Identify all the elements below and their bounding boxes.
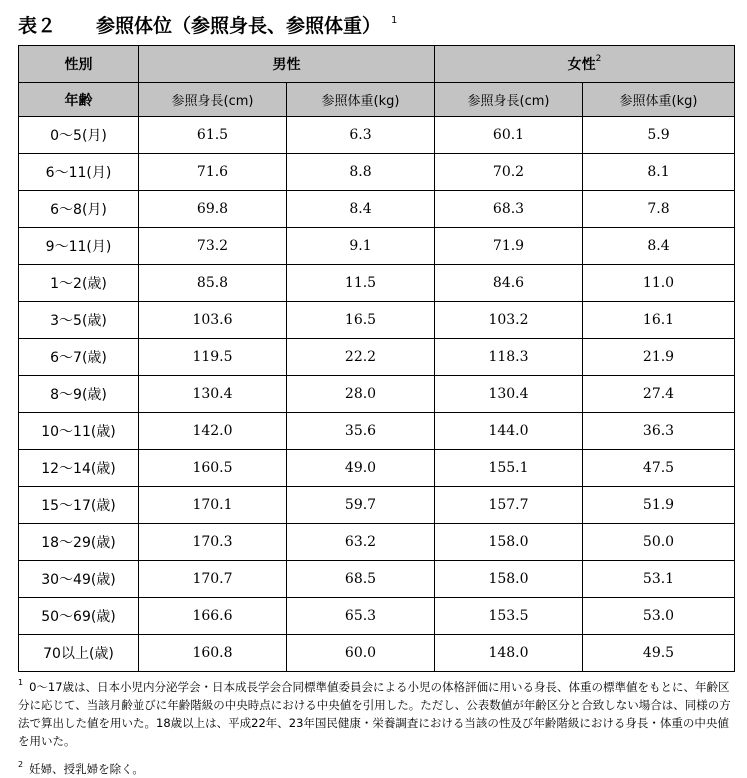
female-weight-cell: 8.4 (583, 228, 735, 265)
age-cell: 30～49(歳) (19, 561, 139, 598)
female-height-cell: 158.0 (435, 561, 583, 598)
table-row (19, 154, 735, 191)
female-height-cell: 60.1 (435, 117, 583, 154)
female-height-cell: 118.3 (435, 339, 583, 376)
age-cell: 70以上(歳) (19, 635, 139, 672)
header-male: 男性 (139, 46, 435, 83)
female-weight-cell: 8.1 (583, 154, 735, 191)
male-height-cell: 69.8 (139, 191, 287, 228)
age-cell: 18～29(歳) (19, 524, 139, 561)
age-cell: 9～11(月) (19, 228, 139, 265)
table-row (19, 524, 735, 561)
age-cell: 1～2(歳) (19, 265, 139, 302)
male-height-cell: 160.5 (139, 450, 287, 487)
table-row (19, 598, 735, 635)
male-weight-cell: 60.0 (287, 635, 435, 672)
title-footnote-mark: 1 (391, 15, 398, 26)
male-height-cell: 160.8 (139, 635, 287, 672)
header-female-height: 参照身長(cm) (435, 83, 583, 117)
header-male-height: 参照身長(cm) (139, 83, 287, 117)
female-height-cell: 144.0 (435, 413, 583, 450)
male-height-cell: 130.4 (139, 376, 287, 413)
male-weight-cell: 35.6 (287, 413, 435, 450)
age-cell: 6～11(月) (19, 154, 139, 191)
age-cell: 50～69(歳) (19, 598, 139, 635)
female-height-cell: 158.0 (435, 524, 583, 561)
male-height-cell: 119.5 (139, 339, 287, 376)
footnote-1 (18, 674, 738, 750)
table-row (19, 228, 735, 265)
male-weight-cell: 11.5 (287, 265, 435, 302)
female-weight-cell: 7.8 (583, 191, 735, 228)
female-height-cell: 130.4 (435, 376, 583, 413)
male-weight-cell: 63.2 (287, 524, 435, 561)
male-weight-cell: 65.3 (287, 598, 435, 635)
age-cell: 6～8(月) (19, 191, 139, 228)
table-row (19, 339, 735, 376)
female-weight-cell: 16.1 (583, 302, 735, 339)
male-weight-cell: 59.7 (287, 487, 435, 524)
male-weight-cell: 6.3 (287, 117, 435, 154)
female-height-cell: 153.5 (435, 598, 583, 635)
age-cell: 15～17(歳) (19, 487, 139, 524)
female-weight-cell: 47.5 (583, 450, 735, 487)
male-weight-cell: 9.1 (287, 228, 435, 265)
table-body (19, 117, 735, 672)
male-height-cell: 103.6 (139, 302, 287, 339)
header-male-weight: 参照体重(kg) (287, 83, 435, 117)
footnote-1-text: 0～17歳は、日本小児内分泌学会・日本成長学会合同標準値委員会による小児の体格評価に用いる身長、体重の標準値をもとに、年齢区分に応じて、当該月齢並びに年齢階級の中央時点における中央値を引用した。ただし、公表数値が年齢区分と合致しない場合は、同様の方法で算出した値を用いた。18歳以上は、平成22年、23年国民健康・栄養調査における当該の性及び年齢階級における身長・体重の中央値を用いた。 (18, 680, 731, 748)
reference-body-size-table (18, 45, 735, 672)
female-weight-cell: 53.1 (583, 561, 735, 598)
header-row-age (19, 83, 735, 117)
female-height-cell: 84.6 (435, 265, 583, 302)
male-weight-cell: 8.4 (287, 191, 435, 228)
female-weight-cell: 36.3 (583, 413, 735, 450)
male-height-cell: 85.8 (139, 265, 287, 302)
female-height-cell: 155.1 (435, 450, 583, 487)
age-cell: 8～9(歳) (19, 376, 139, 413)
header-age: 年齢 (19, 83, 139, 117)
age-cell: 6～7(歳) (19, 339, 139, 376)
female-weight-cell: 11.0 (583, 265, 735, 302)
female-height-cell: 68.3 (435, 191, 583, 228)
footnote-2-mark: 2 (18, 760, 24, 769)
female-height-cell: 70.2 (435, 154, 583, 191)
male-height-cell: 170.7 (139, 561, 287, 598)
male-weight-cell: 49.0 (287, 450, 435, 487)
table-row (19, 191, 735, 228)
male-height-cell: 166.6 (139, 598, 287, 635)
female-weight-cell: 51.9 (583, 487, 735, 524)
male-height-cell: 170.1 (139, 487, 287, 524)
table-row (19, 376, 735, 413)
male-height-cell: 61.5 (139, 117, 287, 154)
table-number: 表２ (18, 15, 57, 37)
male-height-cell: 142.0 (139, 413, 287, 450)
table-row (19, 265, 735, 302)
header-row-sex (19, 46, 735, 83)
female-height-cell: 103.2 (435, 302, 583, 339)
table-row (19, 561, 735, 598)
female-height-cell: 148.0 (435, 635, 583, 672)
age-cell: 0～5(月) (19, 117, 139, 154)
age-cell: 10～11(歳) (19, 413, 139, 450)
table-row (19, 635, 735, 672)
footnote-2-text: 妊婦、授乳婦を除く。 (29, 762, 144, 776)
header-sex: 性別 (19, 46, 139, 83)
footnote-1-mark: 1 (18, 678, 24, 687)
female-footnote-mark: 2 (595, 54, 602, 64)
table-row (19, 413, 735, 450)
table-row (19, 117, 735, 154)
male-weight-cell: 28.0 (287, 376, 435, 413)
male-weight-cell: 16.5 (287, 302, 435, 339)
male-weight-cell: 8.8 (287, 154, 435, 191)
female-weight-cell: 50.0 (583, 524, 735, 561)
header-female-weight: 参照体重(kg) (583, 83, 735, 117)
header-female-label: 女性 (567, 57, 596, 73)
table-title (18, 6, 397, 36)
male-weight-cell: 22.2 (287, 339, 435, 376)
age-cell: 3～5(歳) (19, 302, 139, 339)
table-row (19, 450, 735, 487)
female-weight-cell: 53.0 (583, 598, 735, 635)
table-caption: 参照体位（参照身長、参照体重） (96, 15, 382, 37)
female-weight-cell: 27.4 (583, 376, 735, 413)
header-female (435, 46, 735, 83)
age-cell: 12～14(歳) (19, 450, 139, 487)
male-height-cell: 73.2 (139, 228, 287, 265)
table-row (19, 302, 735, 339)
male-weight-cell: 68.5 (287, 561, 435, 598)
male-height-cell: 71.6 (139, 154, 287, 191)
female-weight-cell: 49.5 (583, 635, 735, 672)
female-weight-cell: 21.9 (583, 339, 735, 376)
footnote-2 (18, 756, 738, 778)
female-weight-cell: 5.9 (583, 117, 735, 154)
footnotes (18, 674, 738, 778)
female-height-cell: 71.9 (435, 228, 583, 265)
male-height-cell: 170.3 (139, 524, 287, 561)
female-height-cell: 157.7 (435, 487, 583, 524)
table-row (19, 487, 735, 524)
